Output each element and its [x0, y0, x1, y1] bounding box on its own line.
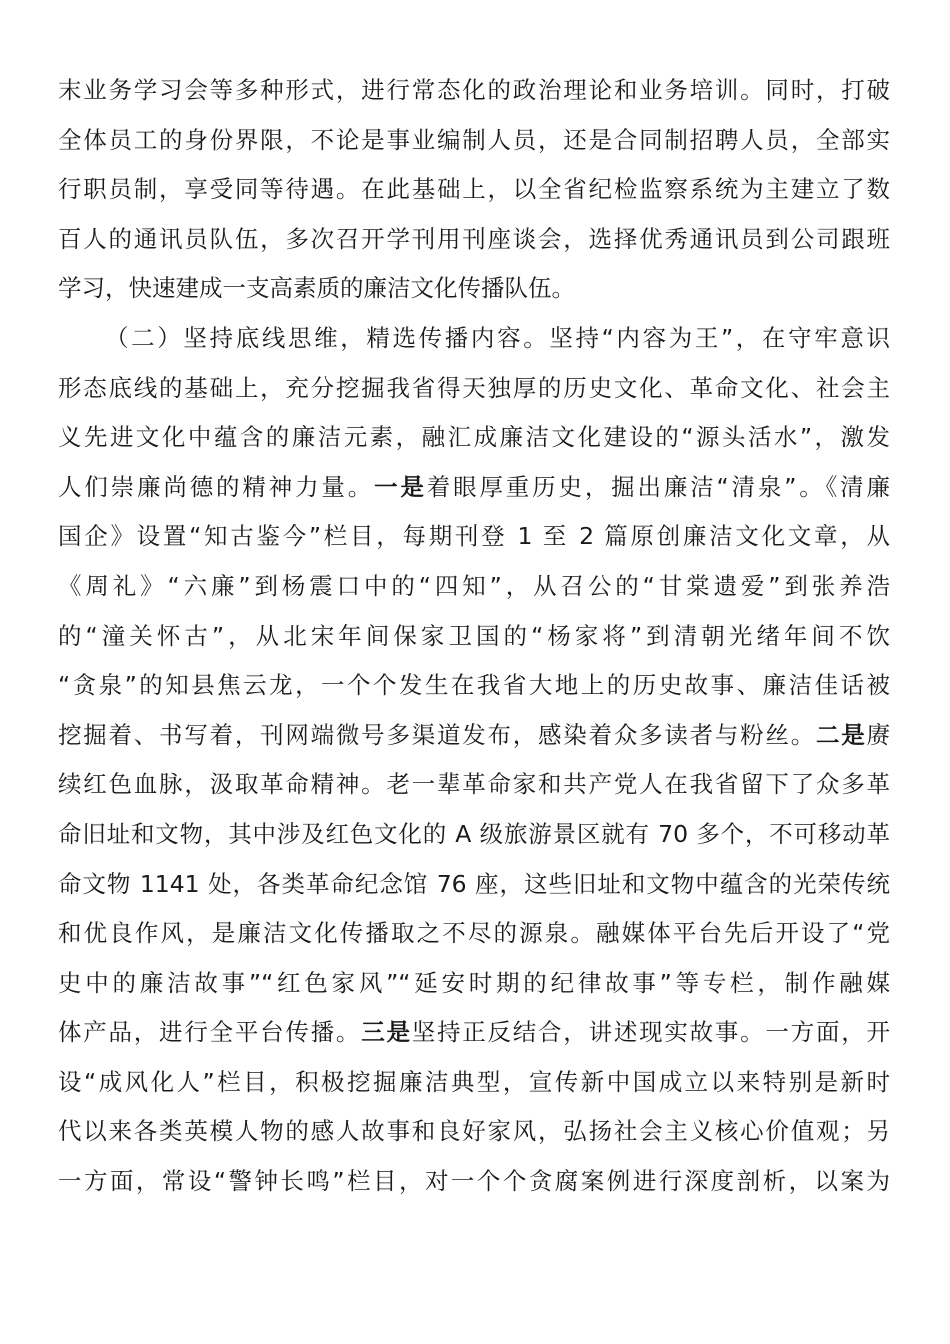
text-run: 学习，快速建成一支高素质的廉洁文化传播队伍。 [58, 274, 575, 303]
text-run: 赓 [866, 720, 890, 749]
text-line [58, 1157, 890, 1207]
text-line [58, 463, 890, 513]
text-run: 末业务学习会等多种形式，进行常态化的政治理论和业务培训。同时，打破 [58, 76, 890, 104]
text-run: 一方面，常设“警钟长鸣”栏目，对一个个贪腐案例进行深度剖析，以案为 [58, 1167, 890, 1196]
bold-marker: 二是 [815, 720, 867, 749]
text-line [58, 860, 890, 910]
text-line [58, 215, 890, 265]
text-run: 《周礼》“六廉”到杨震口中的“四知”，从召公的“甘棠遗爱”到张养浩 [58, 571, 890, 600]
text-run: 代以来各类英模人物的感人故事和良好家风，弘扬社会主义核心价值观；另 [58, 1117, 890, 1146]
text-line [58, 66, 890, 116]
text-run: 全体员工的身份界限，不论是事业编制人员，还是合同制招聘人员，全部实 [58, 125, 890, 154]
text-line [58, 116, 890, 166]
text-run: 人们崇廉尚德的精神力量。 [58, 472, 375, 501]
text-run: 挖掘着、书写着，刊网端微号多渠道发布，感染着众多读者与粉丝。 [58, 720, 816, 749]
text-run: 形态底线的基础上，充分挖掘我省得天独厚的历史文化、革命文化、社会主 [58, 373, 890, 402]
text-run: “贪泉”的知县焦云龙，一个个发生在我省大地上的历史故事、廉洁佳话被 [58, 671, 890, 700]
text-line [58, 512, 890, 562]
text-run: 义先进文化中蕴含的廉洁元素，融汇成廉洁文化建设的“源头活水”，激发 [58, 423, 890, 452]
text-run: 的“潼关怀古”，从北宋年间保家卫国的“杨家将”到清朝光绪年间不饮 [58, 621, 890, 650]
text-run: 命文物 1141 处，各类革命纪念馆 76 座，这些旧址和文物中蕴含的光荣传统 [58, 869, 890, 898]
text-line [58, 562, 890, 612]
text-line [58, 314, 890, 364]
text-run: 续红色血脉，汲取革命精神。老一辈革命家和共产党人在我省留下了众多革 [58, 770, 890, 799]
text-line [58, 760, 890, 810]
text-line [58, 612, 890, 662]
text-run: 命旧址和文物，其中涉及红色文化的 A 级旅游景区就有 70 多个，不可移动革 [58, 819, 890, 848]
text-line [58, 810, 890, 860]
text-run: 坚持正反结合，讲述现实故事。一方面，开 [411, 1018, 890, 1047]
bold-marker: 一是 [374, 472, 427, 501]
text-run: 设“成风化人”栏目，积极挖掘廉洁典型，宣传新中国成立以来特别是新时 [58, 1067, 890, 1096]
text-line [58, 1107, 890, 1157]
text-line [58, 711, 890, 761]
text-run: 和优良作风，是廉洁文化传播取之不尽的源泉。融媒体平台先后开设了“党 [58, 919, 890, 948]
text-line [58, 1058, 890, 1108]
text-line [58, 413, 890, 463]
text-run: 体产品，进行全平台传播。 [58, 1018, 362, 1047]
text-line [58, 909, 890, 959]
text-line [58, 959, 890, 1009]
bold-marker: 三是 [361, 1018, 412, 1047]
text-line [58, 165, 890, 215]
text-line [58, 661, 890, 711]
document-body [58, 66, 890, 1207]
text-run: 着眼厚重历史，掘出廉洁“清泉”。《清廉 [426, 472, 890, 501]
text-line [58, 264, 890, 314]
text-run: 百人的通讯员队伍，多次召开学刊用刊座谈会，选择优秀通讯员到公司跟班 [58, 224, 890, 253]
text-line [58, 364, 890, 414]
text-run: 行职员制，享受同等待遇。在此基础上，以全省纪检监察系统为主建立了数 [58, 175, 890, 204]
text-run: 史中的廉洁故事”“红色家风”“延安时期的纪律故事”等专栏，制作融媒 [58, 968, 890, 997]
text-run: （二）坚持底线思维，精选传播内容。坚持“内容为王”，在守牢意识 [105, 323, 890, 352]
text-line [58, 1008, 890, 1058]
text-run: 国企》设置“知古鉴今”栏目，每期刊登 1 至 2 篇原创廉洁文化文章，从 [58, 522, 890, 551]
